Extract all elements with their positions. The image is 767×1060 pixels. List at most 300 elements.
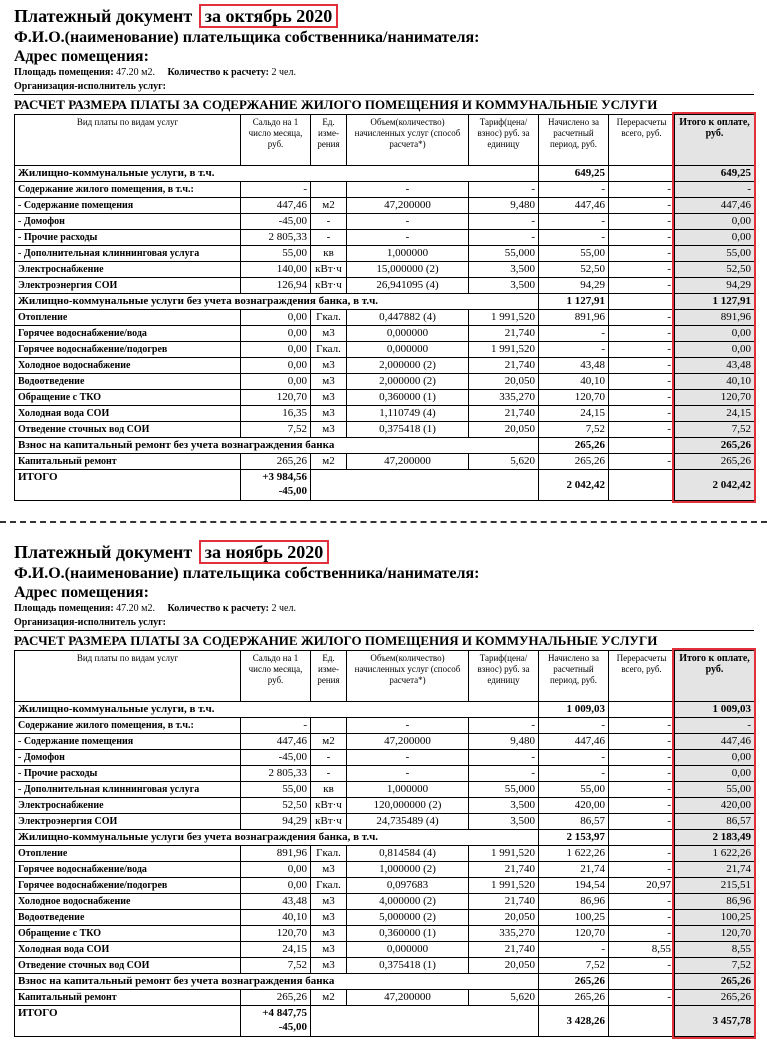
table-cell: 7,52 [241,958,311,974]
table-cell: - [609,718,675,734]
table-cell: 265,26 [539,454,609,470]
area-label: Площадь помещения: [14,67,114,78]
table-cell: - [609,750,675,766]
table-cell: 140,00 [241,262,311,278]
table-cell: - [609,814,675,830]
service-name: Содержание жилого помещения, в т.ч.: [15,182,241,198]
table-cell: - [609,910,675,926]
document-title-prefix: Платежный документ [14,6,193,26]
table-row [15,214,755,230]
table-cell: - [347,718,469,734]
table-cell: 1,110749 (4) [347,406,469,422]
table-cell: - [539,214,609,230]
column-header: Перерасчеты всего, руб. [609,115,675,166]
column-header: Вид платы по видам услуг [15,651,241,702]
total-label: ИТОГО [15,1006,241,1037]
total-cell: 215,51 [675,878,755,894]
section-row [15,294,755,310]
table-cell: - [609,798,675,814]
table-cell: Гкал. [311,878,347,894]
area-label: Площадь помещения: [14,603,114,614]
table-header-row [15,651,755,702]
table-cell: 2,000000 (2) [347,374,469,390]
table-cell: 15,000000 (2) [347,262,469,278]
table-cell: - [609,214,675,230]
table-cell: м2 [311,198,347,214]
table-row [15,990,755,1006]
total-cell: 120,70 [675,926,755,942]
service-name: Обращение с ТКО [15,390,241,406]
table-row [15,814,755,830]
table-cell: - [539,766,609,782]
total-cell: 0,00 [675,342,755,358]
table-cell: 265,26 [241,454,311,470]
total-cell: 43,48 [675,358,755,374]
table-cell: 1,000000 [347,246,469,262]
table-row [15,718,755,734]
table-cell: м2 [311,990,347,1006]
table-cell: м3 [311,422,347,438]
table-cell: 20,050 [469,958,539,974]
service-name: - Прочие расходы [15,230,241,246]
table-cell: 21,74 [539,862,609,878]
table-cell: 447,46 [241,198,311,214]
table-cell: 0,00 [241,862,311,878]
org-label: Организация-исполнитель услуг: [14,616,754,631]
total-cell: 265,26 [675,990,755,1006]
table-cell: 0,00 [241,310,311,326]
table-row [15,198,755,214]
table-cell: 0,000000 [347,342,469,358]
table-cell: - [539,230,609,246]
section-row [15,166,755,182]
table-cell: 55,00 [539,246,609,262]
payer-label: Ф.И.О.(наименование) плательщика собственника/нанимателя: [14,29,480,46]
table-cell: 1 009,03 [539,702,609,718]
total-cell: 21,74 [675,862,755,878]
table-cell: 120,70 [539,926,609,942]
table-cell: 0,360000 (1) [347,390,469,406]
section-title: Взнос на капитальный ремонт без учета вознаграждения банка [15,438,539,454]
table-cell: - [609,926,675,942]
table-cell: 24,735489 (4) [347,814,469,830]
table-cell: м3 [311,406,347,422]
table-cell: 1 991,520 [469,846,539,862]
table-cell: 21,740 [469,326,539,342]
total-label: ИТОГО [15,470,241,501]
table-cell: - [609,230,675,246]
table-cell: - [311,230,347,246]
empty-cell [609,470,675,501]
area-line [14,602,754,616]
total-cell: 0,00 [675,214,755,230]
column-header: Начислено за расчетный период, руб. [539,115,609,166]
table-cell: 120,70 [241,390,311,406]
total-cell: 100,25 [675,910,755,926]
section-row [15,830,755,846]
table-cell: 0,00 [241,358,311,374]
table-cell: 891,96 [241,846,311,862]
service-name: - Домофон [15,750,241,766]
table-cell: 120,70 [539,390,609,406]
table-cell: кВт·ч [311,814,347,830]
total-cell: 8,55 [675,942,755,958]
count-label: Количество к расчету: [167,67,269,78]
column-header: Сальдо на 1 число месяца, руб. [241,115,311,166]
table-cell: 7,52 [539,958,609,974]
table-cell: кВт·ч [311,278,347,294]
total-cell: 40,10 [675,374,755,390]
table-cell: 0,00 [241,326,311,342]
table-cell: - [609,766,675,782]
table-cell: 40,10 [539,374,609,390]
table-cell: 0,00 [241,374,311,390]
table-cell: 0,360000 (1) [347,926,469,942]
column-header: Ед. изме-рения [311,115,347,166]
table-cell: - [609,182,675,198]
table-row [15,374,755,390]
service-name: Электроэнергия СОИ [15,278,241,294]
table-cell: 20,97 [609,878,675,894]
address-label: Адрес помещения: [14,48,149,65]
table-cell: 20,050 [469,374,539,390]
table-row [15,798,755,814]
table-cell: - [609,246,675,262]
table-cell: 0,000000 [347,942,469,958]
payment-document [14,4,754,501]
table-row [15,894,755,910]
table-cell: - [609,342,675,358]
table-cell: - [609,958,675,974]
payer-label: Ф.И.О.(наименование) плательщика собственника/нанимателя: [14,565,480,582]
table-cell: 1 622,26 [539,846,609,862]
table-cell: - [241,718,311,734]
table-cell: 265,26 [539,990,609,1006]
total-cell: 1 127,91 [675,294,755,310]
column-header: Объем(количество) начисленных услуг (способ расчета*) [347,115,469,166]
table-cell: 447,46 [241,734,311,750]
table-cell [609,166,675,182]
total-cell: 265,26 [675,454,755,470]
table-cell: 335,270 [469,390,539,406]
table-cell: 420,00 [539,798,609,814]
table-cell: кВт·ч [311,798,347,814]
service-name: Капитальный ремонт [15,454,241,470]
table-cell: м3 [311,942,347,958]
table-cell: - [469,182,539,198]
service-name: Электроэнергия СОИ [15,814,241,830]
table-cell: 20,050 [469,422,539,438]
service-name: - Содержание помещения [15,734,241,750]
table-cell: Гкал. [311,846,347,862]
table-cell: - [347,230,469,246]
table-cell: 1 127,91 [539,294,609,310]
address-label: Адрес помещения: [14,584,149,601]
count-value: 2 чел. [271,67,296,78]
table-cell: 55,00 [241,782,311,798]
table-cell: Гкал. [311,342,347,358]
table-cell: - [609,198,675,214]
total-cell: 7,52 [675,422,755,438]
calc-title: РАСЧЕТ РАЗМЕРА ПЛАТЫ ЗА СОДЕРЖАНИЕ ЖИЛОГО ПОМЕЩЕНИЯ И КОММУНАЛЬНЫЕ УСЛУГИ [14,97,658,112]
total-saldo-plus: +4 847,75 [262,1007,307,1019]
column-header: Сальдо на 1 число месяца, руб. [241,651,311,702]
service-name: Холодное водоснабжение [15,358,241,374]
table-row [15,878,755,894]
total-cell: 265,26 [675,438,755,454]
total-saldo-plus: +3 984,56 [262,471,307,483]
total-cell: 120,70 [675,390,755,406]
table-cell: 7,52 [241,422,311,438]
table-cell: 1 991,520 [469,342,539,358]
total-saldo-minus: -45,00 [278,1021,307,1033]
table-cell: - [539,942,609,958]
total-cell: 649,25 [675,166,755,182]
table-header-row [15,115,755,166]
table-row [15,454,755,470]
table-cell: 0,375418 (1) [347,422,469,438]
table-cell [609,438,675,454]
total-cell: 7,52 [675,958,755,974]
table-cell [609,702,675,718]
column-header: Тариф(цена/взнос) руб. за единицу [469,115,539,166]
column-header: Итого к оплате, руб. [675,115,755,166]
table-cell: - [347,750,469,766]
table-cell: - [539,750,609,766]
table-cell: 86,57 [539,814,609,830]
service-name: Холодная вода СОИ [15,406,241,422]
total-cell: 55,00 [675,246,755,262]
table-cell: 47,200000 [347,990,469,1006]
service-name: Холодное водоснабжение [15,894,241,910]
table-cell: - [539,342,609,358]
column-header: Перерасчеты всего, руб. [609,651,675,702]
total-to-pay: 2 042,42 [675,470,755,501]
section-title: Жилищно-коммунальные услуги, в т.ч. [15,166,539,182]
table-cell: 1 991,520 [469,310,539,326]
table-cell: м3 [311,958,347,974]
payment-document [14,540,754,1037]
grand-total-row [15,470,755,501]
total-cell: 86,57 [675,814,755,830]
table-cell: 649,25 [539,166,609,182]
table-cell: м3 [311,390,347,406]
table-cell: 24,15 [539,406,609,422]
table-cell: - [609,734,675,750]
table-cell: 55,00 [539,782,609,798]
table-cell: 4,000000 (2) [347,894,469,910]
table-cell: 21,740 [469,894,539,910]
table-cell: 1 991,520 [469,878,539,894]
total-cell: 447,46 [675,198,755,214]
table-row [15,862,755,878]
table-row [15,406,755,422]
column-header: Ед. изме-рения [311,651,347,702]
table-row [15,182,755,198]
table-cell: 5,000000 (2) [347,910,469,926]
total-saldo [241,1006,311,1037]
table-cell: - [609,454,675,470]
total-cell: 447,46 [675,734,755,750]
grand-total-row [15,1006,755,1037]
table-cell: 194,54 [539,878,609,894]
table-cell: 20,050 [469,910,539,926]
service-name: Электроснабжение [15,262,241,278]
table-row [15,926,755,942]
table-cell: 55,000 [469,246,539,262]
table-cell: - [609,782,675,798]
table-cell: - [347,766,469,782]
table-row [15,358,755,374]
table-cell: 47,200000 [347,198,469,214]
table-cell [609,294,675,310]
table-cell: 265,26 [241,990,311,1006]
table-cell: 0,000000 [347,326,469,342]
table-cell: 120,70 [241,926,311,942]
table-cell: - [469,766,539,782]
table-row [15,782,755,798]
area-line [14,66,754,80]
total-cell: 94,29 [675,278,755,294]
table-cell: - [609,262,675,278]
count-label: Количество к расчету: [167,603,269,614]
total-cell: 265,26 [675,974,755,990]
table-cell: - [609,406,675,422]
service-name: Горячее водоснабжение/подогрев [15,342,241,358]
table-row [15,734,755,750]
total-cell: 1 622,26 [675,846,755,862]
table-row [15,910,755,926]
section-title: Взнос на капитальный ремонт без учета вознаграждения банка [15,974,539,990]
table-row [15,846,755,862]
table-cell: - [609,894,675,910]
total-cell: 1 009,03 [675,702,755,718]
service-name: Водоотведение [15,374,241,390]
table-cell: 52,50 [241,798,311,814]
table-cell: 9,480 [469,734,539,750]
org-label: Организация-исполнитель услуг: [14,80,754,95]
service-name: Капитальный ремонт [15,990,241,1006]
total-cell: 891,96 [675,310,755,326]
table-cell: - [609,310,675,326]
table-cell: 40,10 [241,910,311,926]
table-cell: - [609,862,675,878]
table-cell: - [609,374,675,390]
table-cell: 2 153,97 [539,830,609,846]
table-cell: 43,48 [241,894,311,910]
table-cell: 21,740 [469,942,539,958]
table-cell: - [311,750,347,766]
total-cell: 52,50 [675,262,755,278]
table-cell: 43,48 [539,358,609,374]
table-cell: -45,00 [241,750,311,766]
table-cell: 3,500 [469,814,539,830]
table-cell: 0,375418 (1) [347,958,469,974]
table-cell [311,718,347,734]
table-row [15,326,755,342]
table-cell: 47,200000 [347,454,469,470]
service-name: Содержание жилого помещения, в т.ч.: [15,718,241,734]
table-cell: 265,26 [539,974,609,990]
document-title [14,4,754,28]
table-cell: - [469,214,539,230]
table-cell: - [609,358,675,374]
table-cell [609,830,675,846]
total-cell: 55,00 [675,782,755,798]
empty-cell [311,470,539,501]
table-cell: кВт·ч [311,262,347,278]
table-cell: 447,46 [539,734,609,750]
table-row [15,942,755,958]
section-row [15,702,755,718]
table-cell: 1,000000 [347,782,469,798]
section-row [15,438,755,454]
table-cell: - [469,718,539,734]
table-row [15,310,755,326]
table-cell: - [347,214,469,230]
area-value: 47.20 м2. [116,67,155,78]
count-value: 2 чел. [271,603,296,614]
table-cell: м3 [311,326,347,342]
table-cell: 24,15 [241,942,311,958]
service-name: Водоотведение [15,910,241,926]
column-header: Объем(количество) начисленных услуг (способ расчета*) [347,651,469,702]
total-cell: 2 183,49 [675,830,755,846]
table-cell: - [469,750,539,766]
total-cell: 0,00 [675,750,755,766]
table-cell: -45,00 [241,214,311,230]
table-cell: 52,50 [539,262,609,278]
table-row [15,342,755,358]
cut-line-divider [0,521,767,523]
total-charged: 2 042,42 [539,470,609,501]
service-name: Горячее водоснабжение/вода [15,326,241,342]
table-cell: - [609,990,675,1006]
section-row [15,974,755,990]
billing-period: за ноябрь 2020 [199,540,330,564]
empty-cell [311,1006,539,1037]
table-cell: - [347,182,469,198]
table-cell: 26,941095 (4) [347,278,469,294]
table-cell: 8,55 [609,942,675,958]
service-name: Отопление [15,846,241,862]
table-cell: 335,270 [469,926,539,942]
table-cell: 1,000000 (2) [347,862,469,878]
billing-period: за октябрь 2020 [199,4,338,28]
table-cell: 47,200000 [347,734,469,750]
table-cell: 16,35 [241,406,311,422]
table-row [15,422,755,438]
table-cell: 120,000000 (2) [347,798,469,814]
service-name: Отопление [15,310,241,326]
table-cell: кв [311,246,347,262]
table-cell: 3,500 [469,278,539,294]
charges-table [14,114,755,501]
table-cell: м3 [311,374,347,390]
table-cell: м3 [311,894,347,910]
total-cell: 420,00 [675,798,755,814]
section-title: Жилищно-коммунальные услуги без учета вознаграждения банка, в т.ч. [15,294,539,310]
table-cell [311,182,347,198]
table-cell: 126,94 [241,278,311,294]
total-charged: 3 428,26 [539,1006,609,1037]
table-cell: 891,96 [539,310,609,326]
table-cell: 265,26 [539,438,609,454]
table-cell: м2 [311,734,347,750]
table-cell: кв [311,782,347,798]
table-row [15,230,755,246]
table-cell: 21,740 [469,862,539,878]
